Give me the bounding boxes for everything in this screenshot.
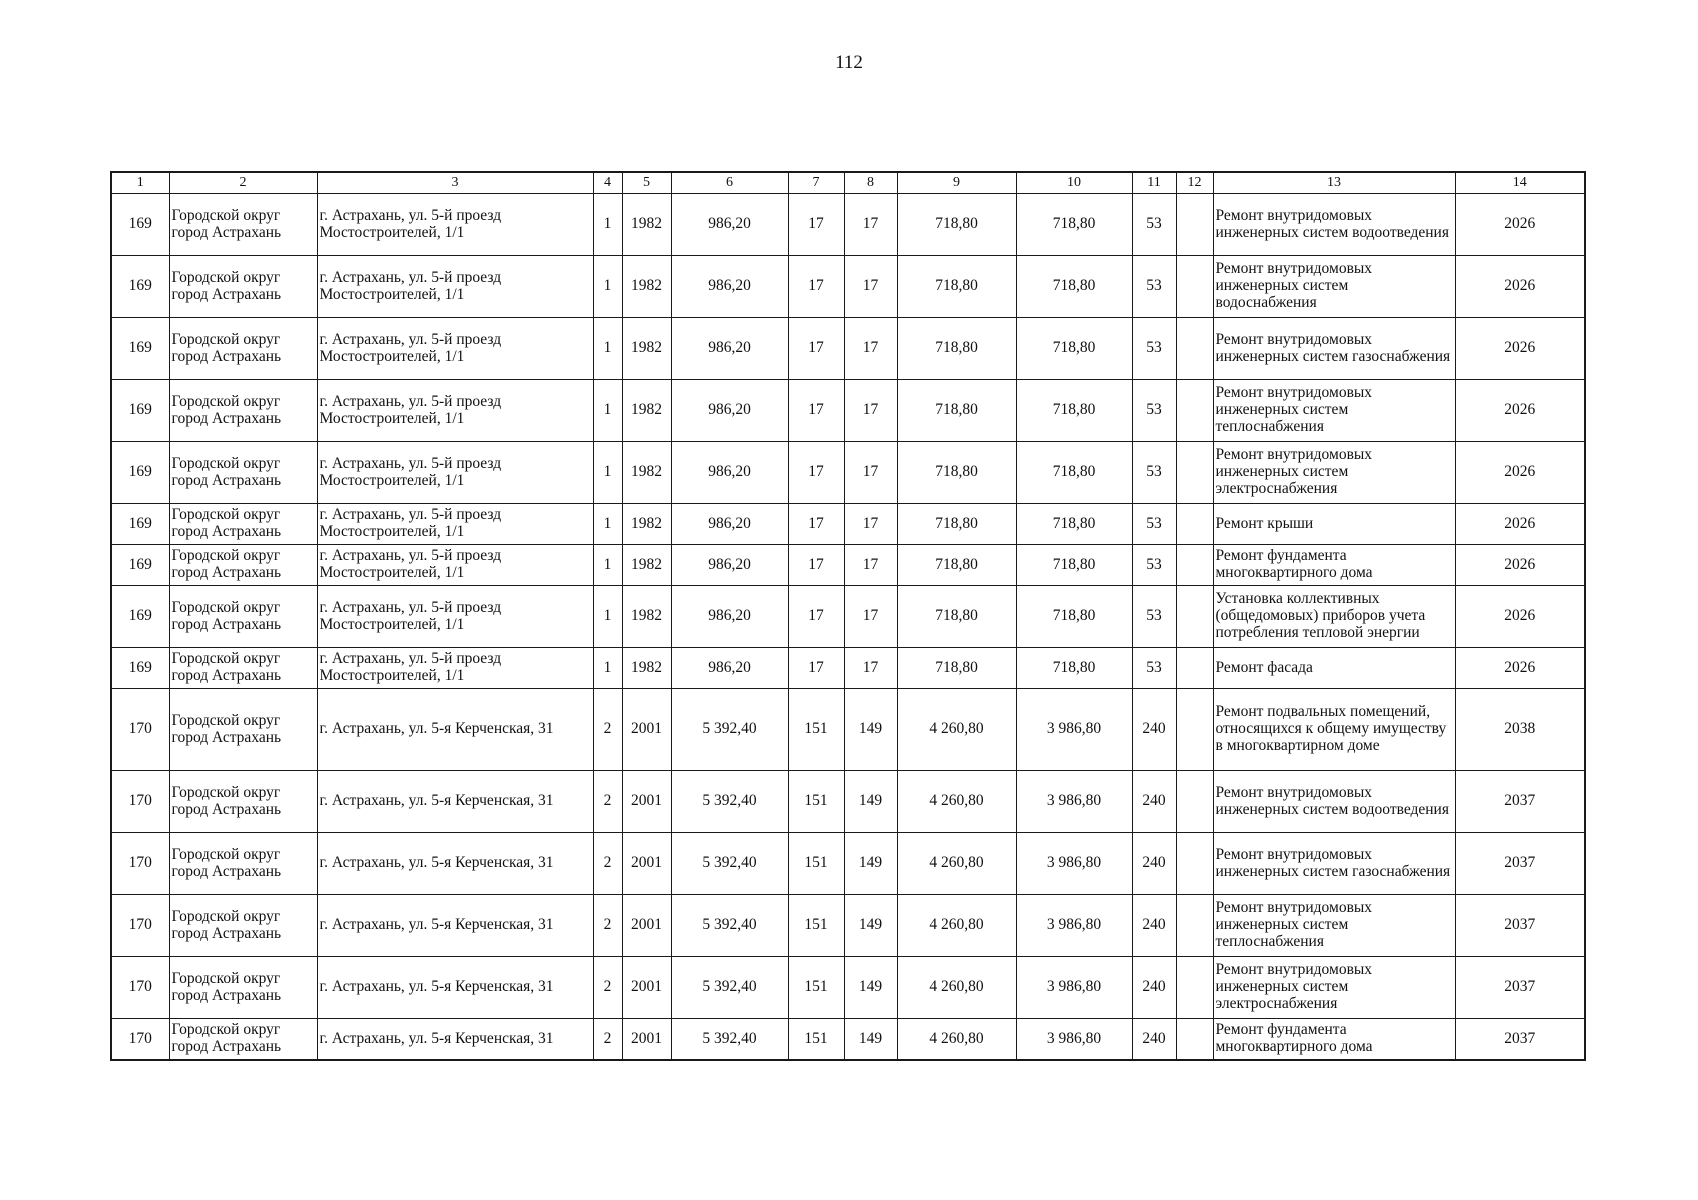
- table-row: [111, 648, 1585, 689]
- address-cell: г. Астрахань, ул. 5-я Керченская, 31: [317, 1019, 593, 1061]
- column-header: 11: [1132, 172, 1176, 194]
- total-area-cell: 986,20: [671, 256, 788, 318]
- column-12-cell: [1176, 1019, 1213, 1061]
- column-11-cell: 240: [1132, 895, 1176, 957]
- column-4-cell: 2: [593, 833, 622, 895]
- address-cell: г. Астрахань, ул. 5-й проезд Мостостроителей, 1/1: [317, 545, 593, 586]
- column-4-cell: 2: [593, 957, 622, 1019]
- total-area-cell: 986,20: [671, 504, 788, 545]
- column-header: 2: [169, 172, 317, 194]
- year-built-cell: 1982: [622, 442, 671, 504]
- planned-year-cell: 2037: [1455, 833, 1585, 895]
- column-10-cell: 3 986,80: [1016, 1019, 1132, 1061]
- column-4-cell: 1: [593, 648, 622, 689]
- year-built-cell: 1982: [622, 256, 671, 318]
- work-type-cell: Ремонт внутридомовых инженерных систем водоотведения: [1213, 194, 1455, 256]
- work-type-cell: Ремонт внутридомовых инженерных систем водоотведения: [1213, 771, 1455, 833]
- column-7-cell: 17: [788, 504, 844, 545]
- column-4-cell: 1: [593, 586, 622, 648]
- table-row: [111, 318, 1585, 380]
- page-number: 112: [835, 52, 863, 73]
- column-12-cell: [1176, 833, 1213, 895]
- municipality-cell: Городской округ город Астрахань: [169, 380, 317, 442]
- column-7-cell: 17: [788, 648, 844, 689]
- column-12-cell: [1176, 895, 1213, 957]
- column-12-cell: [1176, 194, 1213, 256]
- column-8-cell: 17: [844, 648, 897, 689]
- work-type-cell: Ремонт внутридомовых инженерных систем газоснабжения: [1213, 318, 1455, 380]
- row-number-cell: 169: [111, 545, 169, 586]
- row-number-cell: 169: [111, 380, 169, 442]
- table-row: [111, 895, 1585, 957]
- planned-year-cell: 2037: [1455, 771, 1585, 833]
- planned-year-cell: 2026: [1455, 648, 1585, 689]
- planned-year-cell: 2026: [1455, 504, 1585, 545]
- column-header: 5: [622, 172, 671, 194]
- column-12-cell: [1176, 957, 1213, 1019]
- year-built-cell: 1982: [622, 194, 671, 256]
- column-header: 3: [317, 172, 593, 194]
- address-cell: г. Астрахань, ул. 5-я Керченская, 31: [317, 771, 593, 833]
- column-4-cell: 1: [593, 545, 622, 586]
- column-4-cell: 1: [593, 256, 622, 318]
- work-type-cell: Ремонт фасада: [1213, 648, 1455, 689]
- column-9-cell: 718,80: [897, 504, 1016, 545]
- column-7-cell: 17: [788, 318, 844, 380]
- repair-schedule-table: [110, 171, 1586, 1061]
- column-9-cell: 718,80: [897, 256, 1016, 318]
- column-12-cell: [1176, 771, 1213, 833]
- column-12-cell: [1176, 586, 1213, 648]
- column-4-cell: 1: [593, 504, 622, 545]
- column-4-cell: 2: [593, 689, 622, 771]
- column-8-cell: 149: [844, 1019, 897, 1061]
- column-11-cell: 240: [1132, 957, 1176, 1019]
- column-7-cell: 17: [788, 545, 844, 586]
- municipality-cell: Городской округ город Астрахань: [169, 771, 317, 833]
- column-7-cell: 151: [788, 771, 844, 833]
- table-row: [111, 771, 1585, 833]
- column-header: 10: [1016, 172, 1132, 194]
- column-12-cell: [1176, 545, 1213, 586]
- column-10-cell: 718,80: [1016, 648, 1132, 689]
- column-11-cell: 53: [1132, 318, 1176, 380]
- column-7-cell: 151: [788, 957, 844, 1019]
- column-header: 4: [593, 172, 622, 194]
- column-header: 8: [844, 172, 897, 194]
- column-header: 14: [1455, 172, 1585, 194]
- column-10-cell: 3 986,80: [1016, 689, 1132, 771]
- column-11-cell: 53: [1132, 256, 1176, 318]
- planned-year-cell: 2026: [1455, 256, 1585, 318]
- work-type-cell: Ремонт внутридомовых инженерных систем электроснабжения: [1213, 442, 1455, 504]
- column-11-cell: 53: [1132, 380, 1176, 442]
- column-7-cell: 17: [788, 380, 844, 442]
- work-type-cell: Ремонт внутридомовых инженерных систем электроснабжения: [1213, 957, 1455, 1019]
- total-area-cell: 986,20: [671, 442, 788, 504]
- row-number-cell: 170: [111, 833, 169, 895]
- work-type-cell: Ремонт внутридомовых инженерных систем теплоснабжения: [1213, 895, 1455, 957]
- year-built-cell: 2001: [622, 689, 671, 771]
- column-12-cell: [1176, 442, 1213, 504]
- column-header: 9: [897, 172, 1016, 194]
- table-row: [111, 380, 1585, 442]
- row-number-cell: 170: [111, 895, 169, 957]
- total-area-cell: 5 392,40: [671, 1019, 788, 1061]
- year-built-cell: 1982: [622, 648, 671, 689]
- planned-year-cell: 2037: [1455, 895, 1585, 957]
- municipality-cell: Городской округ город Астрахань: [169, 1019, 317, 1061]
- column-9-cell: 4 260,80: [897, 689, 1016, 771]
- column-4-cell: 1: [593, 318, 622, 380]
- column-4-cell: 1: [593, 442, 622, 504]
- work-type-cell: Ремонт фундамента многоквартирного дома: [1213, 1019, 1455, 1061]
- column-10-cell: 718,80: [1016, 256, 1132, 318]
- year-built-cell: 1982: [622, 545, 671, 586]
- column-10-cell: 718,80: [1016, 545, 1132, 586]
- table-row: [111, 1019, 1585, 1061]
- column-8-cell: 17: [844, 586, 897, 648]
- municipality-cell: Городской округ город Астрахань: [169, 957, 317, 1019]
- column-8-cell: 149: [844, 833, 897, 895]
- address-cell: г. Астрахань, ул. 5-й проезд Мостостроителей, 1/1: [317, 442, 593, 504]
- column-11-cell: 53: [1132, 442, 1176, 504]
- column-10-cell: 718,80: [1016, 442, 1132, 504]
- column-header: 13: [1213, 172, 1455, 194]
- column-8-cell: 149: [844, 957, 897, 1019]
- column-9-cell: 718,80: [897, 442, 1016, 504]
- column-10-cell: 718,80: [1016, 194, 1132, 256]
- row-number-cell: 169: [111, 648, 169, 689]
- column-11-cell: 240: [1132, 689, 1176, 771]
- column-12-cell: [1176, 256, 1213, 318]
- municipality-cell: Городской округ город Астрахань: [169, 689, 317, 771]
- total-area-cell: 5 392,40: [671, 957, 788, 1019]
- row-number-cell: 170: [111, 771, 169, 833]
- municipality-cell: Городской округ город Астрахань: [169, 895, 317, 957]
- column-11-cell: 53: [1132, 194, 1176, 256]
- row-number-cell: 169: [111, 442, 169, 504]
- year-built-cell: 2001: [622, 957, 671, 1019]
- municipality-cell: Городской округ город Астрахань: [169, 442, 317, 504]
- column-4-cell: 1: [593, 380, 622, 442]
- planned-year-cell: 2026: [1455, 318, 1585, 380]
- municipality-cell: Городской округ город Астрахань: [169, 545, 317, 586]
- planned-year-cell: 2026: [1455, 380, 1585, 442]
- column-8-cell: 17: [844, 380, 897, 442]
- column-4-cell: 2: [593, 1019, 622, 1061]
- work-type-cell: Ремонт подвальных помещений, относящихся к общему имуществу в многоквартирном доме: [1213, 689, 1455, 771]
- column-11-cell: 240: [1132, 833, 1176, 895]
- column-7-cell: 17: [788, 194, 844, 256]
- column-11-cell: 53: [1132, 504, 1176, 545]
- column-8-cell: 17: [844, 504, 897, 545]
- address-cell: г. Астрахань, ул. 5-й проезд Мостостроителей, 1/1: [317, 256, 593, 318]
- column-12-cell: [1176, 380, 1213, 442]
- municipality-cell: Городской округ город Астрахань: [169, 194, 317, 256]
- planned-year-cell: 2026: [1455, 442, 1585, 504]
- work-type-cell: Ремонт внутридомовых инженерных систем теплоснабжения: [1213, 380, 1455, 442]
- column-10-cell: 718,80: [1016, 586, 1132, 648]
- planned-year-cell: 2037: [1455, 1019, 1585, 1061]
- column-header: 6: [671, 172, 788, 194]
- planned-year-cell: 2038: [1455, 689, 1585, 771]
- column-4-cell: 2: [593, 895, 622, 957]
- column-header: 1: [111, 172, 169, 194]
- address-cell: г. Астрахань, ул. 5-й проезд Мостостроителей, 1/1: [317, 194, 593, 256]
- column-8-cell: 149: [844, 689, 897, 771]
- total-area-cell: 986,20: [671, 586, 788, 648]
- column-12-cell: [1176, 318, 1213, 380]
- table-row: [111, 442, 1585, 504]
- column-9-cell: 4 260,80: [897, 833, 1016, 895]
- column-8-cell: 17: [844, 194, 897, 256]
- total-area-cell: 986,20: [671, 194, 788, 256]
- column-7-cell: 17: [788, 256, 844, 318]
- address-cell: г. Астрахань, ул. 5-я Керченская, 31: [317, 833, 593, 895]
- column-10-cell: 718,80: [1016, 380, 1132, 442]
- year-built-cell: 2001: [622, 833, 671, 895]
- table-row: [111, 194, 1585, 256]
- work-type-cell: Ремонт фундамента многоквартирного дома: [1213, 545, 1455, 586]
- work-type-cell: Ремонт внутридомовых инженерных систем газоснабжения: [1213, 833, 1455, 895]
- column-7-cell: 151: [788, 833, 844, 895]
- row-number-cell: 169: [111, 256, 169, 318]
- municipality-cell: Городской округ город Астрахань: [169, 318, 317, 380]
- table-row: [111, 256, 1585, 318]
- column-10-cell: 3 986,80: [1016, 895, 1132, 957]
- year-built-cell: 2001: [622, 895, 671, 957]
- year-built-cell: 2001: [622, 1019, 671, 1061]
- column-8-cell: 149: [844, 771, 897, 833]
- municipality-cell: Городской округ город Астрахань: [169, 256, 317, 318]
- total-area-cell: 986,20: [671, 545, 788, 586]
- row-number-cell: 169: [111, 504, 169, 545]
- row-number-cell: 170: [111, 689, 169, 771]
- column-10-cell: 3 986,80: [1016, 771, 1132, 833]
- year-built-cell: 1982: [622, 380, 671, 442]
- column-8-cell: 17: [844, 318, 897, 380]
- column-12-cell: [1176, 504, 1213, 545]
- column-7-cell: 151: [788, 895, 844, 957]
- column-header: 12: [1176, 172, 1213, 194]
- table-body: [111, 194, 1585, 1061]
- column-10-cell: 3 986,80: [1016, 957, 1132, 1019]
- column-9-cell: 718,80: [897, 545, 1016, 586]
- total-area-cell: 5 392,40: [671, 689, 788, 771]
- row-number-cell: 169: [111, 318, 169, 380]
- address-cell: г. Астрахань, ул. 5-й проезд Мостостроителей, 1/1: [317, 586, 593, 648]
- table-row: [111, 545, 1585, 586]
- column-11-cell: 53: [1132, 586, 1176, 648]
- column-9-cell: 718,80: [897, 318, 1016, 380]
- row-number-cell: 169: [111, 586, 169, 648]
- municipality-cell: Городской округ город Астрахань: [169, 833, 317, 895]
- table-row: [111, 957, 1585, 1019]
- column-12-cell: [1176, 689, 1213, 771]
- table-row: [111, 689, 1585, 771]
- municipality-cell: Городской округ город Астрахань: [169, 648, 317, 689]
- row-number-cell: 170: [111, 957, 169, 1019]
- planned-year-cell: 2026: [1455, 545, 1585, 586]
- total-area-cell: 986,20: [671, 318, 788, 380]
- work-type-cell: Установка коллективных (общедомовых) приборов учета потребления тепловой энергии: [1213, 586, 1455, 648]
- column-8-cell: 17: [844, 442, 897, 504]
- column-11-cell: 240: [1132, 1019, 1176, 1061]
- column-7-cell: 151: [788, 1019, 844, 1061]
- column-9-cell: 4 260,80: [897, 957, 1016, 1019]
- column-9-cell: 718,80: [897, 194, 1016, 256]
- year-built-cell: 1982: [622, 586, 671, 648]
- column-11-cell: 240: [1132, 771, 1176, 833]
- total-area-cell: 5 392,40: [671, 833, 788, 895]
- work-type-cell: Ремонт крыши: [1213, 504, 1455, 545]
- address-cell: г. Астрахань, ул. 5-й проезд Мостостроителей, 1/1: [317, 648, 593, 689]
- column-number-row: [111, 172, 1585, 194]
- municipality-cell: Городской округ город Астрахань: [169, 586, 317, 648]
- column-10-cell: 718,80: [1016, 504, 1132, 545]
- column-4-cell: 1: [593, 194, 622, 256]
- planned-year-cell: 2026: [1455, 586, 1585, 648]
- municipality-cell: Городской округ город Астрахань: [169, 504, 317, 545]
- column-8-cell: 17: [844, 545, 897, 586]
- column-header: 7: [788, 172, 844, 194]
- column-9-cell: 4 260,80: [897, 895, 1016, 957]
- address-cell: г. Астрахань, ул. 5-я Керченская, 31: [317, 689, 593, 771]
- column-7-cell: 17: [788, 442, 844, 504]
- table-row: [111, 833, 1585, 895]
- column-11-cell: 53: [1132, 545, 1176, 586]
- column-4-cell: 2: [593, 771, 622, 833]
- address-cell: г. Астрахань, ул. 5-я Керченская, 31: [317, 895, 593, 957]
- column-10-cell: 718,80: [1016, 318, 1132, 380]
- planned-year-cell: 2026: [1455, 194, 1585, 256]
- column-9-cell: 718,80: [897, 380, 1016, 442]
- table-row: [111, 504, 1585, 545]
- address-cell: г. Астрахань, ул. 5-й проезд Мостостроителей, 1/1: [317, 504, 593, 545]
- address-cell: г. Астрахань, ул. 5-я Керченская, 31: [317, 957, 593, 1019]
- year-built-cell: 1982: [622, 504, 671, 545]
- total-area-cell: 5 392,40: [671, 895, 788, 957]
- planned-year-cell: 2037: [1455, 957, 1585, 1019]
- column-8-cell: 17: [844, 256, 897, 318]
- work-type-cell: Ремонт внутридомовых инженерных систем водоснабжения: [1213, 256, 1455, 318]
- year-built-cell: 1982: [622, 318, 671, 380]
- column-9-cell: 4 260,80: [897, 1019, 1016, 1061]
- row-number-cell: 169: [111, 194, 169, 256]
- total-area-cell: 986,20: [671, 380, 788, 442]
- column-7-cell: 151: [788, 689, 844, 771]
- address-cell: г. Астрахань, ул. 5-й проезд Мостостроителей, 1/1: [317, 380, 593, 442]
- total-area-cell: 5 392,40: [671, 771, 788, 833]
- column-12-cell: [1176, 648, 1213, 689]
- column-9-cell: 718,80: [897, 586, 1016, 648]
- column-7-cell: 17: [788, 586, 844, 648]
- year-built-cell: 2001: [622, 771, 671, 833]
- column-11-cell: 53: [1132, 648, 1176, 689]
- address-cell: г. Астрахань, ул. 5-й проезд Мостостроителей, 1/1: [317, 318, 593, 380]
- table-row: [111, 586, 1585, 648]
- column-9-cell: 4 260,80: [897, 771, 1016, 833]
- column-9-cell: 718,80: [897, 648, 1016, 689]
- column-8-cell: 149: [844, 895, 897, 957]
- column-10-cell: 3 986,80: [1016, 833, 1132, 895]
- total-area-cell: 986,20: [671, 648, 788, 689]
- row-number-cell: 170: [111, 1019, 169, 1061]
